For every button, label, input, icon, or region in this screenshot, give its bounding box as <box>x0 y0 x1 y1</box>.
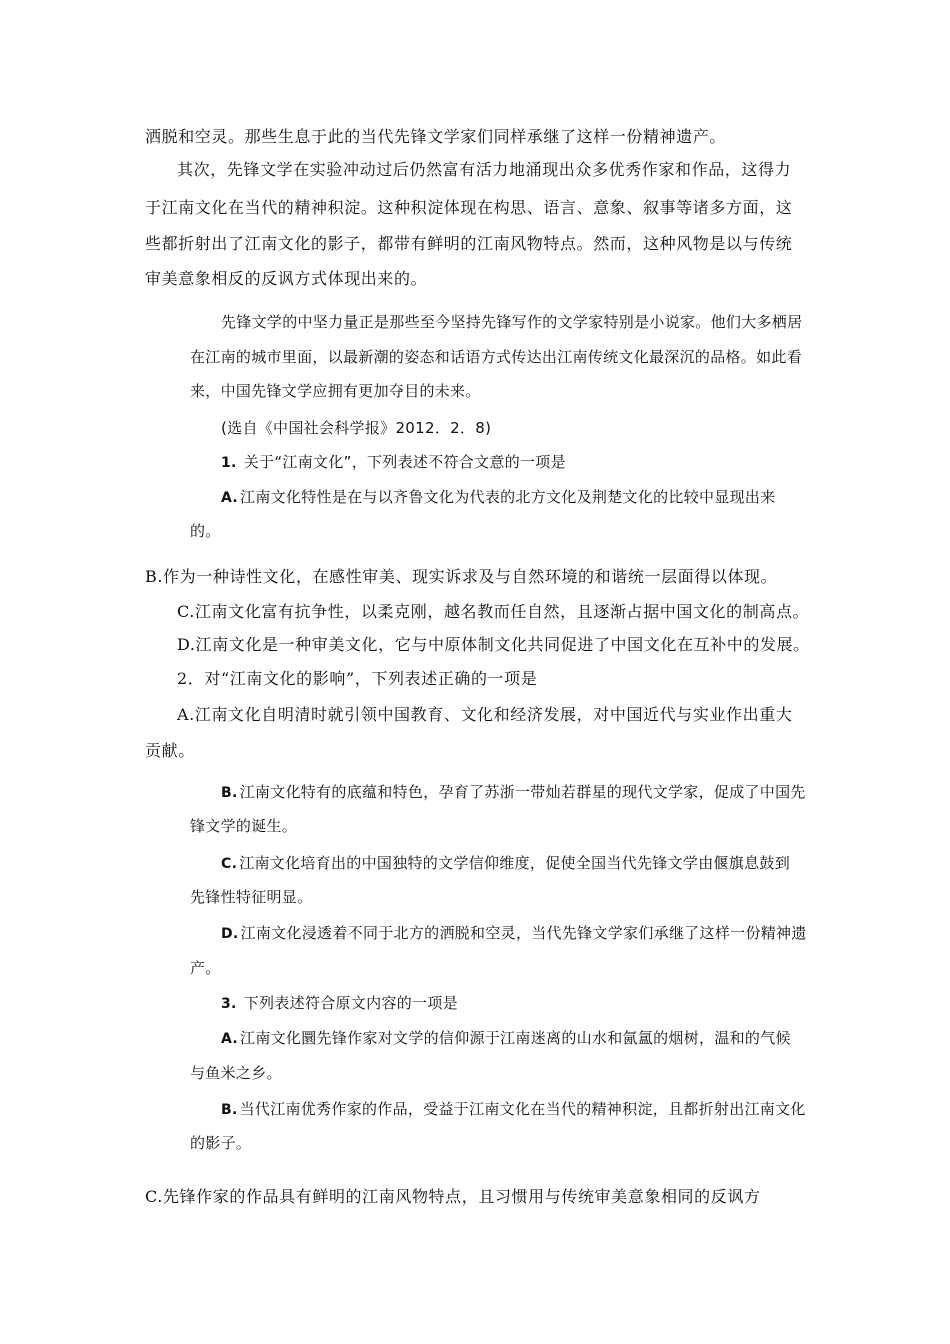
option-continuation: 与鱼米之乡。 <box>190 1064 282 1082</box>
option-d: D. 江南文化浸透着不同于北方的洒脱和空灵，当代先锋文学家们承继了这样一份精神遗 <box>221 924 807 942</box>
option-continuation: 的。 <box>190 522 221 540</box>
option-b: B. 当代江南优秀作家的作品，受益于江南文化在当代的精神积淀，且都折射出江南文化 <box>221 1100 806 1118</box>
question-number: 3. <box>221 996 237 1012</box>
option-a: A. 江南文化特性是在与以齐鲁文化为代表的北方文化及荆楚文化的比较中显现出来 <box>221 488 776 506</box>
paragraph-line: 些都折射出了江南文化的影子，都带有鲜明的江南风物特点。然而，这种风物是以与传统 <box>145 234 793 253</box>
paragraph-line: 洒脱和空灵。那些生息于此的当代先锋文学家们同样承继了这样一份精神遗产。 <box>145 127 727 146</box>
option-continuation: 产。 <box>190 959 221 977</box>
question-3: 3. 下列表述符合原文内容的一项是 <box>221 994 458 1012</box>
option-a: A.江南文化自明清时就引领中国教育、文化和经济发展，对中国近代与实业作出重大 <box>177 705 793 724</box>
question-1: 1. 关于“江南文化”，下列表述不符合文意的一项是 <box>221 453 566 471</box>
option-continuation: 先锋性特征明显。 <box>190 888 313 906</box>
option-c: C.江南文化富有抗争性，以柔克刚，越名教而任自然，且逐渐占据中国文化的制高点。 <box>177 602 810 621</box>
option-label: A. <box>221 1031 239 1047</box>
question-number: 1. <box>221 455 237 471</box>
paragraph-line: 其次，先锋文学在实验冲动过后仍然富有活力地涌现出众多优秀作家和作品，这得力 <box>177 160 792 179</box>
option-d: D.江南文化是一种审美文化，它与中原体制文化共同促进了中国文化在互补中的发展。 <box>177 635 810 654</box>
option-label: B. <box>221 1102 238 1118</box>
option-b: B. 江南文化特有的底蕴和特色，孕育了苏浙一带灿若群星的现代文学家，促成了中国先 <box>221 783 806 801</box>
option-label: D. <box>221 926 239 942</box>
paragraph-line: 审美意象相反的反讽方式体现出来的。 <box>145 269 428 288</box>
question-2: 2．对“江南文化的影响”，下列表述正确的一项是 <box>177 669 538 688</box>
source-citation: (选自《中国社会科学报》2012．2．8) <box>221 419 492 437</box>
paragraph-line: 于江南文化在当代的精神积淀。这种积淀体现在构思、语言、意象、叙事等诸多方面，这 <box>145 198 793 217</box>
option-continuation: 贡献。 <box>145 741 195 760</box>
option-label: C. <box>221 856 238 872</box>
option-c: C.先锋作家的作品具有鲜明的江南风物特点，且习惯用与传统审美意象相同的反讽方 <box>145 1187 761 1206</box>
option-b: B.作为一种诗性文化，在感性审美、现实诉求及与自然环境的和谐统一层面得以体现。 <box>145 567 778 586</box>
paragraph-line: 来，中国先锋文学应拥有更加夺目的未来。 <box>190 382 481 400</box>
paragraph-line: 在江南的城市里面，以最新潮的姿态和话语方式传达出江南传统文化最深沉的品格。如此看 <box>190 348 803 366</box>
paragraph-line: 先锋文学的中坚力量正是那些至今坚持先锋写作的文学家特别是小说家。他们大多栖居 <box>221 313 803 331</box>
option-a: A. 江南文化圜先锋作家对文学的信仰源于江南迷离的山水和氤氲的烟树，温和的气候 <box>221 1029 791 1047</box>
option-continuation: 的影子。 <box>190 1134 252 1152</box>
option-label: A. <box>221 490 239 506</box>
option-continuation: 锋文学的诞生。 <box>190 817 298 835</box>
option-label: B. <box>221 785 238 801</box>
option-c: C. 江南文化培育出的中国独特的文学信仰维度，促使全国当代先锋文学由偃旗息鼓到 <box>221 854 791 872</box>
